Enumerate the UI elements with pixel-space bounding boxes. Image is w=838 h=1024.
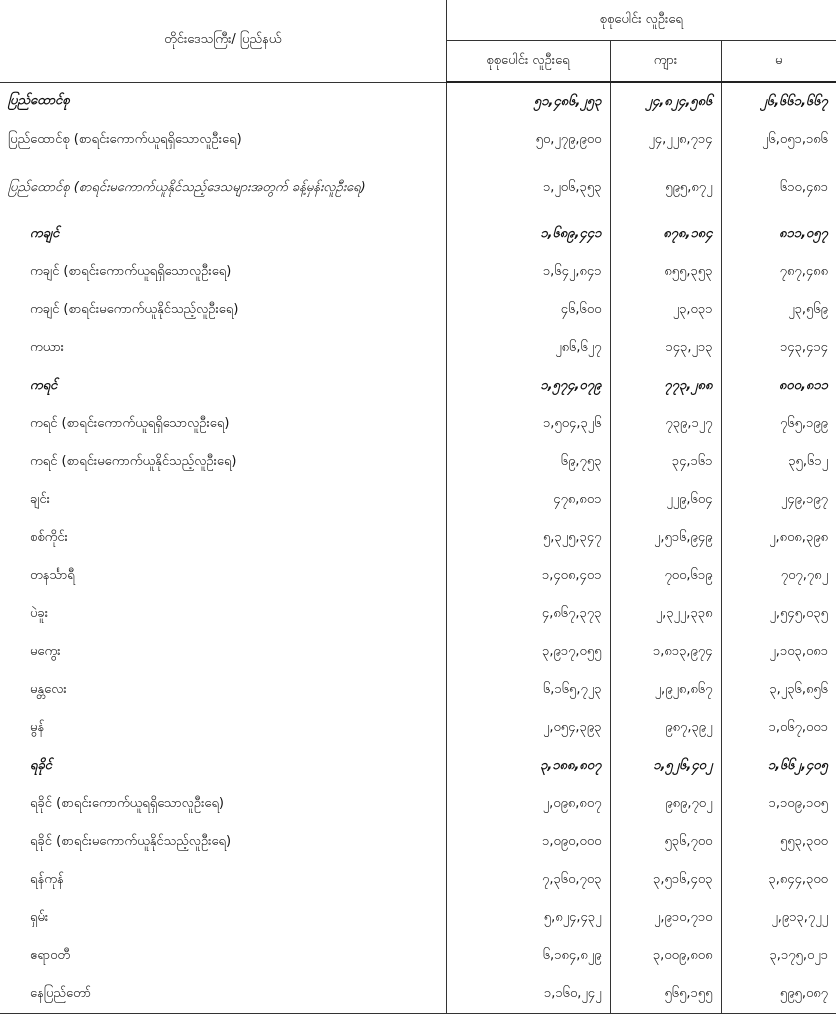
total-value: ၆၉,၇၅၃ [446, 443, 610, 481]
total-value: ၁,၆၈၉,၄၄၁ [446, 215, 610, 253]
total-value: ၂,၀၅၄,၃၉၃ [446, 709, 610, 747]
female-column-header: မ [721, 41, 836, 83]
total-value: ၁,၆၄၂,၈၄၁ [446, 253, 610, 291]
table-row [0, 899, 836, 937]
region-name: နေပြည်တော် [0, 975, 446, 1014]
total-population-group-header: စုစုပေါင်း လူဦးရေ [446, 0, 836, 41]
total-value: ၁,၂၀၆,၃၅၃ [446, 159, 610, 215]
region-name: ကရင် [30, 377, 58, 393]
total-value: ၆,၁၈၄,၈၂၉ [446, 937, 610, 975]
male-value: ၇၀၀,၆၁၉ [610, 557, 721, 595]
region-column-header: တိုင်းဒေသကြီး/ ပြည်နယ် [0, 0, 446, 82]
female-value: ၈၁၁,၀၅၇ [721, 215, 836, 253]
region-name: ကချင် (စာရင်းမကောက်ယူနိုင်သည့်လူဦးရေ) [30, 301, 239, 317]
female-value: ၂,၈၀၈,၃၉၈ [721, 519, 836, 557]
region-name: ရခိုင် (စာရင်းကောက်ယူရရှိသောလူဦးရေ) [30, 795, 224, 811]
female-value: ၃,၁၇၅,၀၂၁ [721, 937, 836, 975]
total-value: ၄၇၈,၈၀၁ [446, 481, 610, 519]
table-row [0, 785, 836, 823]
female-value: ၅၉၅,၀၈၇ [721, 975, 836, 1014]
total-value: ၁,၁၆၀,၂၄၂ [446, 975, 610, 1014]
female-value: ၂,၉၁၃,၇၂၂ [721, 899, 836, 937]
female-value: ၃,၈၄၄,၃၀၀ [721, 861, 836, 899]
region-name: ရန်ကုန် [30, 871, 64, 887]
table-row [0, 443, 836, 481]
region-name: ရခိုင် [30, 757, 52, 773]
total-value: ၇,၃၆၀,၇၀၃ [446, 861, 610, 899]
table-row [0, 215, 836, 253]
male-value: ၁၄၃,၂၁၃ [610, 329, 721, 367]
region-name: မကွေး [30, 643, 61, 659]
female-value: ၈၀၀,၈၁၁ [721, 367, 836, 405]
female-value: ၂၆,၆၆၁,၆၆၇ [721, 82, 836, 121]
total-value: ၂,၀၉၈,၈၀၇ [446, 785, 610, 823]
total-value: ၅၀,၂၇၉,၉၀၀ [446, 121, 610, 159]
region-name: ကချင် (စာရင်းကောက်ယူရရှိသောလူဦးရေ) [30, 263, 232, 279]
table-row [0, 121, 836, 159]
female-value: ၃,၂၃၆,၈၅၆ [721, 671, 836, 709]
table-row [0, 937, 836, 975]
total-value: ၂၈၆,၆၂၇ [446, 329, 610, 367]
male-value: ၂,၃၂၂,၃၃၈ [610, 595, 721, 633]
table-row [0, 159, 836, 215]
female-value: ၅၅၃,၃၀၀ [721, 823, 836, 861]
region-name: တနင်္သာရီ [30, 567, 75, 583]
table-row [0, 709, 836, 747]
female-value: ၂၄၉,၁၉၇ [721, 481, 836, 519]
region-name: ဧရာဝတီ [30, 947, 71, 963]
female-value: ၆၁၀,၄၈၁ [721, 159, 836, 215]
table-row [0, 519, 836, 557]
region-name: ရှမ်း [30, 909, 49, 925]
male-value: ၁,၅၂၆,၄၀၂ [610, 747, 721, 785]
total-value: ၁,၅၇၄,၀၇၉ [446, 367, 610, 405]
male-value: ၂,၉၂၈,၈၆၇ [610, 671, 721, 709]
table-row [0, 975, 836, 1014]
female-value: ၁၄၃,၄၁၄ [721, 329, 836, 367]
female-value: ၁,၀၆၇,၀၀၁ [721, 709, 836, 747]
total-value: ၃,၁၈၈,၈၀၇ [446, 747, 610, 785]
table-row [0, 747, 836, 785]
male-value: ၃၄,၁၆၁ [610, 443, 721, 481]
female-value: ၃၅,၆၁၂ [721, 443, 836, 481]
table-row [0, 671, 836, 709]
region-name: ကချင် [30, 225, 60, 241]
region-name: မွန် [30, 719, 45, 735]
table-row [0, 405, 836, 443]
table-row [0, 633, 836, 671]
region-name: ပဲခူး [30, 605, 49, 621]
total-value: ၄,၈၆၇,၃၇၃ [446, 595, 610, 633]
male-value: ၉၈၇,၃၉၂ [610, 709, 721, 747]
male-value: ၇၃၉,၁၂၇ [610, 405, 721, 443]
table-row [0, 329, 836, 367]
male-value: ၂,၉၁၀,၇၁၀ [610, 899, 721, 937]
female-value: ၇၆၅,၁၉၉ [721, 405, 836, 443]
male-value: ၂၄,၂၂၈,၇၁၄ [610, 121, 721, 159]
female-value: ၁,၆၆၂,၄၀၅ [721, 747, 836, 785]
total-value: ၅,၃၂၅,၃၄၇ [446, 519, 610, 557]
table-row [0, 367, 836, 405]
male-value: ၅၉၅,၈၇၂ [610, 159, 721, 215]
female-value: ၇၀၇,၇၈၂ [721, 557, 836, 595]
male-value: ၇၇၃,၂၈၈ [610, 367, 721, 405]
table-row [0, 481, 836, 519]
male-value: ၃,၅၁၆,၄၀၃ [610, 861, 721, 899]
male-value: ၂၃,၀၃၁ [610, 291, 721, 329]
region-name: ပြည်ထောင်စု [8, 93, 70, 109]
total-value: ၄၆,၆၀၀ [446, 291, 610, 329]
male-value: ၈၇၈,၁၈၄ [610, 215, 721, 253]
female-value: ၂၃,၅၆၉ [721, 291, 836, 329]
region-name: ပြည်ထောင်စု (စာရင်းမကောက်ယူနိုင်သည့်ဒေသများအတွက် ခန့်မှန်းလူဦးရေ) [8, 179, 366, 195]
total-value: ၅၁,၄၈၆,၂၅၃ [446, 82, 610, 121]
total-value: ၅,၈၂၄,၄၃၂ [446, 899, 610, 937]
male-value: ၅၃၆,၇၀၀ [610, 823, 721, 861]
male-value: ၁,၈၁၃,၉၇၄ [610, 633, 721, 671]
total-column-header: စုစုပေါင်း လူဦးရေ [446, 41, 610, 83]
total-value: ၁,၄၀၈,၄၀၁ [446, 557, 610, 595]
region-name: စစ်ကိုင်း [30, 529, 68, 545]
table-row [0, 861, 836, 899]
total-value: ၃,၉၁၇,၀၅၅ [446, 633, 610, 671]
female-value: ၇၈၇,၄၈၈ [721, 253, 836, 291]
male-value: ၂၄,၈၂၄,၅၈၆ [610, 82, 721, 121]
total-value: ၁,၅၀၄,၃၂၆ [446, 405, 610, 443]
female-value: ၂,၁၀၃,၀၈၁ [721, 633, 836, 671]
table-row [0, 557, 836, 595]
table-row [0, 82, 836, 121]
female-value: ၂၆,၀၅၁,၁၈၆ [721, 121, 836, 159]
region-name: မန္တလေး [30, 681, 67, 697]
region-name: ရခိုင် (စာရင်းမကောက်ယူနိုင်သည့်လူဦးရေ) [30, 833, 232, 849]
total-value: ၁,၀၉၀,၀၀၀ [446, 823, 610, 861]
region-name: ကရင် (စာရင်းကောက်ယူရရှိသောလူဦးရေ) [30, 415, 230, 431]
female-value: ၂,၅၄၅,၀၃၅ [721, 595, 836, 633]
female-value: ၁,၁၀၉,၁၀၅ [721, 785, 836, 823]
male-value: ၉၈၉,၇၀၂ [610, 785, 721, 823]
male-value: ၂,၅၁၆,၉၄၉ [610, 519, 721, 557]
table-row [0, 291, 836, 329]
region-name: ကယား [30, 339, 64, 355]
table-row [0, 253, 836, 291]
male-value: ၈၅၅,၃၅၃ [610, 253, 721, 291]
table-row [0, 823, 836, 861]
male-value: ၂၂၉,၆၀၄ [610, 481, 721, 519]
table-row [0, 595, 836, 633]
total-value: ၆,၁၆၅,၇၂၃ [446, 671, 610, 709]
region-name: ပြည်ထောင်စု (စာရင်းကောက်ယူရရှိသောလူဦးရေ) [8, 131, 242, 147]
region-name: ချင်း [30, 491, 50, 507]
region-name: ကရင် (စာရင်းမကောက်ယူနိုင်သည့်လူဦးရေ) [30, 453, 237, 469]
male-value: ၃,၀၀၉,၈၀၈ [610, 937, 721, 975]
male-value: ၅၆၅,၁၅၅ [610, 975, 721, 1014]
male-column-header: ကျား [610, 41, 721, 83]
